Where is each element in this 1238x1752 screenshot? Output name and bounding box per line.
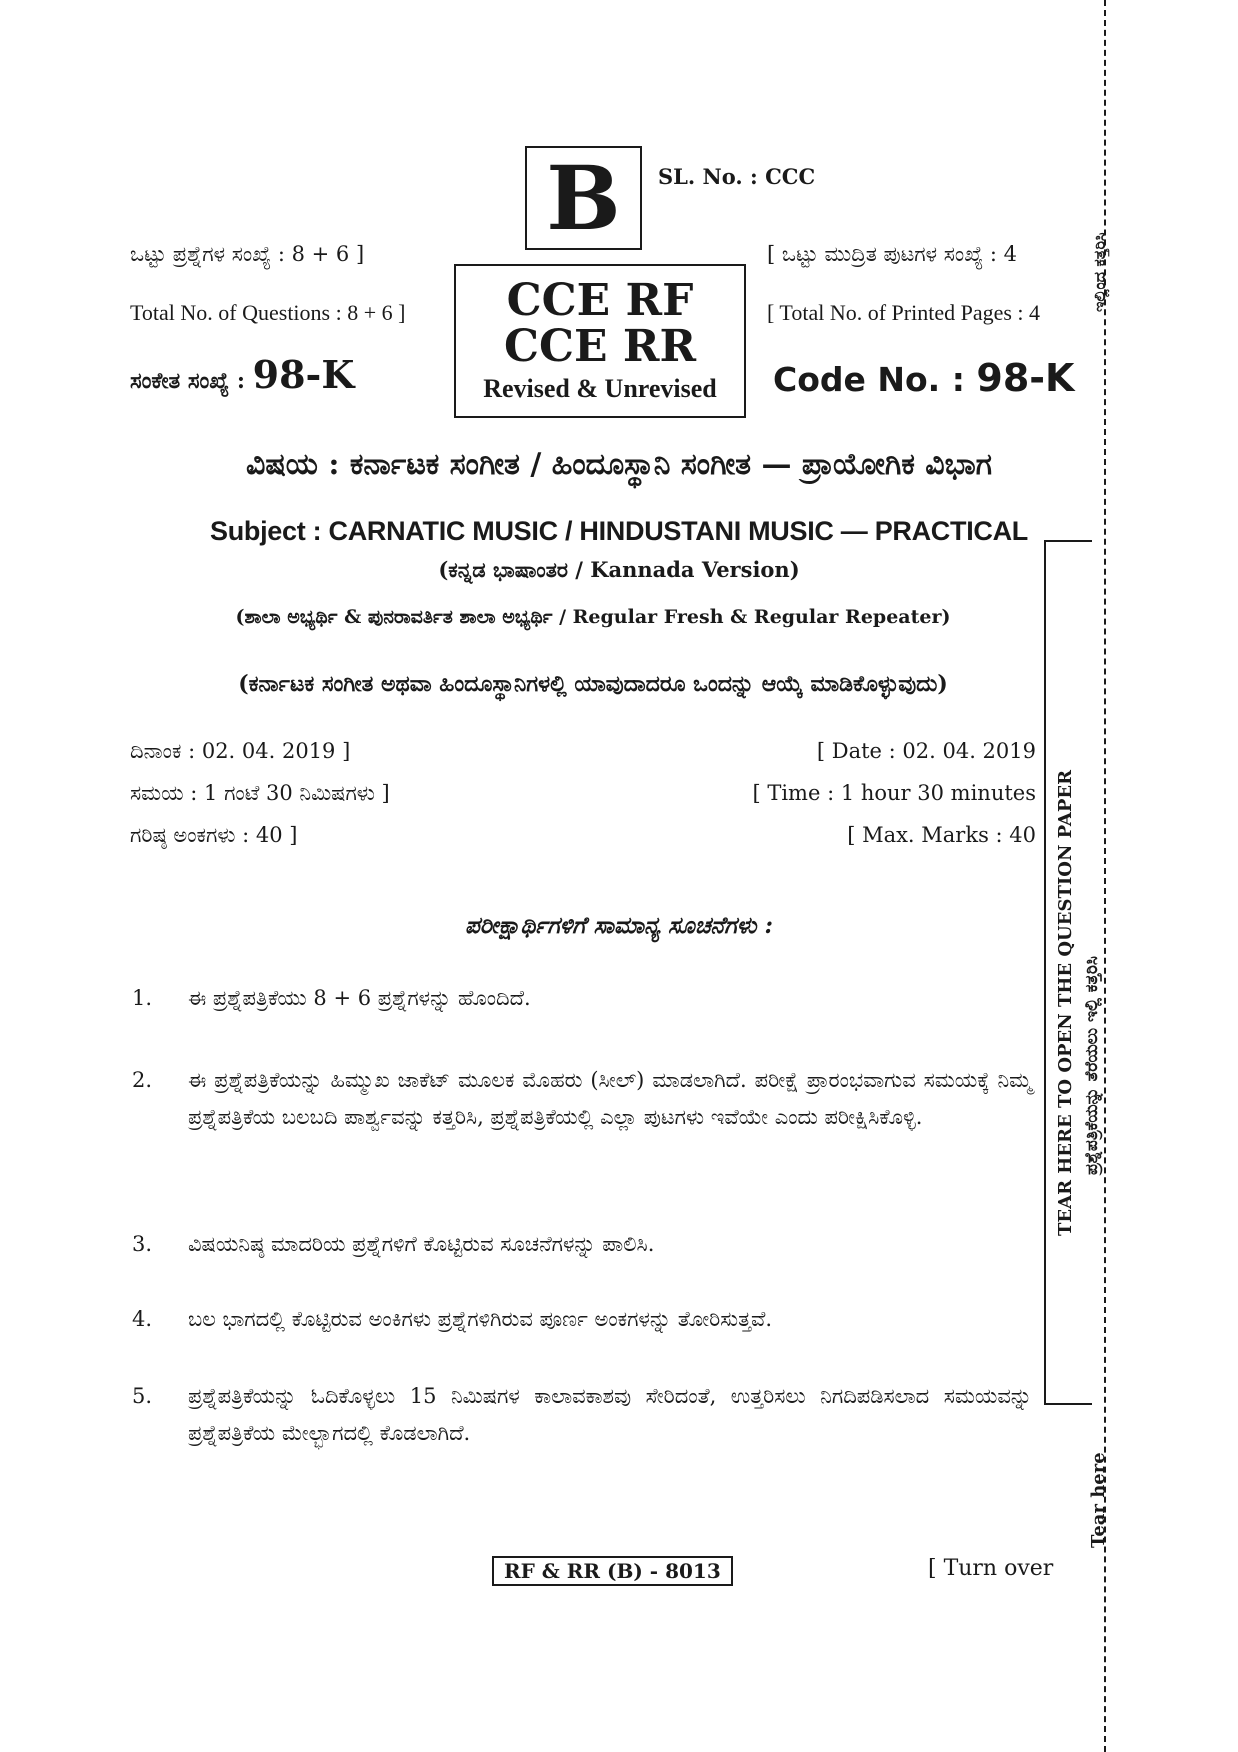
code-english-label: Code No. : xyxy=(773,360,977,399)
marks-english: [ Max. Marks : 40 xyxy=(847,823,1036,847)
tear-instruction-kannada: ಪ್ರಶ್ನೆಪತ್ರಿಕೆಯನ್ನು ತೆರೆಯಲು ಇಲ್ಲಿ ಕತ್ತರಿಸಿ xyxy=(1082,956,1102,1175)
instruction-text: ಪ್ರಶ್ನೆಪತ್ರಿಕೆಯನ್ನು ಓದಿಕೊಳ್ಳಲು 15 ನಿಮಿಷಗಳ ಕಾಲಾವಕಾಶವು ಸೇರಿದಂತೆ, ಉತ್ತರಿಸಲು ನಿಗದಿಪಡಿಸಲಾದ ಸಮಯವನ್ನು ಪ್ರಶ್ನೆಪತ್ರಿಕೆಯ ಮೇಲ್ಭಾಗದಲ್ಲಿ ಕೊಡಲಾಗಿದೆ. xyxy=(188,1384,1032,1445)
date-english: [ Date : 02. 04. 2019 xyxy=(816,739,1036,763)
subject-english: Subject : CARNATIC MUSIC / HINDUSTANI MUSIC — PRACTICAL xyxy=(210,516,1028,546)
time-kannada: ಸಮಯ : 1 ಗಂಟೆ 30 ನಿಮಿಷಗಳು ] xyxy=(130,781,390,805)
paper-code-footer: RF & RR (B) - 8013 xyxy=(492,1556,733,1586)
instruction-text: ಈ ಪ್ರಶ್ನೆಪತ್ರಿಕೆಯನ್ನು ಹಿಮ್ಮುಖ ಜಾಕೆಟ್ ಮೂಲಕ ಮೊಹರು (ಸೀಲ್) ಮಾಡಲಾಗಿದೆ. ಪರೀಕ್ಷೆ ಪ್ರಾರಂಭವಾಗುವ ಸಮಯಕ್ಕೆ ನಿಮ್ಮ ಪ್ರಶ್ನೆಪತ್ರಿಕೆಯ ಬಲಬದಿ ಪಾರ್ಶ್ವವನ್ನು ಕತ್ತರಿಸಿ, ಪ್ರಶ್ನೆಪತ್ರಿಕೆಯಲ್ಲಿ ಎಲ್ಲಾ ಪುಟಗಳು ಇವೆಯೇ ಎಂದು ಪರೀಕ್ಷಿಸಿಕೊಳ್ಳಿ. xyxy=(188,1068,1032,1129)
total-questions-english: Total No. of Questions : 8 + 6 ] xyxy=(130,300,406,325)
marks-kannada: ಗರಿಷ್ಠ ಅಂಕಗಳು : 40 ] xyxy=(130,823,298,847)
time-english: [ Time : 1 hour 30 minutes xyxy=(752,781,1036,805)
instruction-number: 1. xyxy=(132,986,153,1010)
total-pages-english: [ Total No. of Printed Pages : 4 xyxy=(767,300,1041,325)
series-letter-box: B xyxy=(525,146,642,250)
exam-line-rr: CCE RR xyxy=(503,321,697,372)
tear-here-label: Tear here xyxy=(1088,1452,1109,1548)
exam-revision-label: Revised & Unrevised xyxy=(483,374,717,403)
subject-kannada: ವಿಷಯ : ಕರ್ನಾಟಕ ಸಂಗೀತ / ಹಿಂದೂಸ್ಥಾನಿ ಸಂಗೀತ — ಪ್ರಾಯೋಗಿಕ ವಿಭಾಗ xyxy=(246,447,992,482)
code-english-value: 98-K xyxy=(976,356,1075,400)
choice-note: (ಕರ್ನಾಟಕ ಸಂಗೀತ ಅಥವಾ ಹಿಂದೂಸ್ಥಾನಿಗಳಲ್ಲಿ ಯಾವುದಾದರೂ ಒಂದನ್ನು ಆಯ್ಕೆ ಮಾಡಿಕೊಳ್ಳುವುದು) xyxy=(238,671,948,697)
instruction-item xyxy=(132,1226,1032,1263)
code-number-english xyxy=(773,356,1075,400)
instruction-number: 2. xyxy=(132,1068,153,1092)
tear-top-kannada-label: ಇಲ್ಲಿಂದ ಕತ್ತರಿಸಿ xyxy=(1090,232,1109,312)
tear-instruction-english: TEAR HERE TO OPEN THE QUESTION PAPER xyxy=(1055,769,1076,1236)
instruction-text: ಈ ಪ್ರಶ್ನೆಪತ್ರಿಕೆಯು 8 + 6 ಪ್ರಶ್ನೆಗಳನ್ನು ಹೊಂದಿದೆ. xyxy=(188,986,531,1010)
instruction-text: ಬಲ ಭಾಗದಲ್ಲಿ ಕೊಟ್ಟಿರುವ ಅಂಕಿಗಳು ಪ್ರಶ್ನೆಗಳಿಗಿರುವ ಪೂರ್ಣ ಅಂಕಗಳನ್ನು ತೋರಿಸುತ್ತವೆ. xyxy=(188,1307,773,1331)
date-kannada: ದಿನಾಂಕ : 02. 04. 2019 ] xyxy=(130,739,351,763)
instruction-number: 4. xyxy=(132,1307,153,1331)
instruction-item xyxy=(132,1062,1032,1136)
serial-number: SL. No. : CCC xyxy=(658,164,816,189)
instruction-item xyxy=(132,1301,1032,1338)
instruction-item xyxy=(132,980,1032,1017)
version-note: (ಕನ್ನಡ ಭಾಷಾಂತರ / Kannada Version) xyxy=(438,557,800,582)
exam-type-box xyxy=(454,264,746,418)
candidate-type: (ಶಾಲಾ ಅಭ್ಯರ್ಥಿ & ಪುನರಾವರ್ತಿತ ಶಾಲಾ ಅಭ್ಯರ್ಥಿ / Regular Fresh & Regular Repeater) xyxy=(235,606,951,628)
instruction-number: 3. xyxy=(132,1232,153,1256)
turn-over-label: [ Turn over xyxy=(928,1556,1054,1581)
instruction-number: 5. xyxy=(132,1384,153,1408)
instructions-title: ಪರೀಕ್ಷಾರ್ಥಿಗಳಿಗೆ ಸಾಮಾನ್ಯ ಸೂಚನೆಗಳು : xyxy=(464,912,773,939)
instruction-item xyxy=(132,1378,1032,1452)
total-questions-kannada: ಒಟ್ಟು ಪ್ರಶ್ನೆಗಳ ಸಂಖ್ಯೆ : 8 + 6 ] xyxy=(130,242,365,266)
exam-line-rf: CCE RF xyxy=(506,275,694,326)
code-kannada-value: 98-K xyxy=(252,352,355,397)
code-kannada-label: ಸಂಕೇತ ಸಂಖ್ಯೆ : xyxy=(130,368,253,394)
total-pages-kannada: [ ಒಟ್ಟು ಮುದ್ರಿತ ಪುಟಗಳ ಸಂಖ್ಯೆ : 4 xyxy=(767,242,1018,266)
code-number-kannada xyxy=(130,352,354,397)
instruction-text: ವಿಷಯನಿಷ್ಠ ಮಾದರಿಯ ಪ್ರಶ್ನೆಗಳಿಗೆ ಕೊಟ್ಟಿರುವ ಸೂಚನೆಗಳನ್ನು ಪಾಲಿಸಿ. xyxy=(188,1232,655,1256)
